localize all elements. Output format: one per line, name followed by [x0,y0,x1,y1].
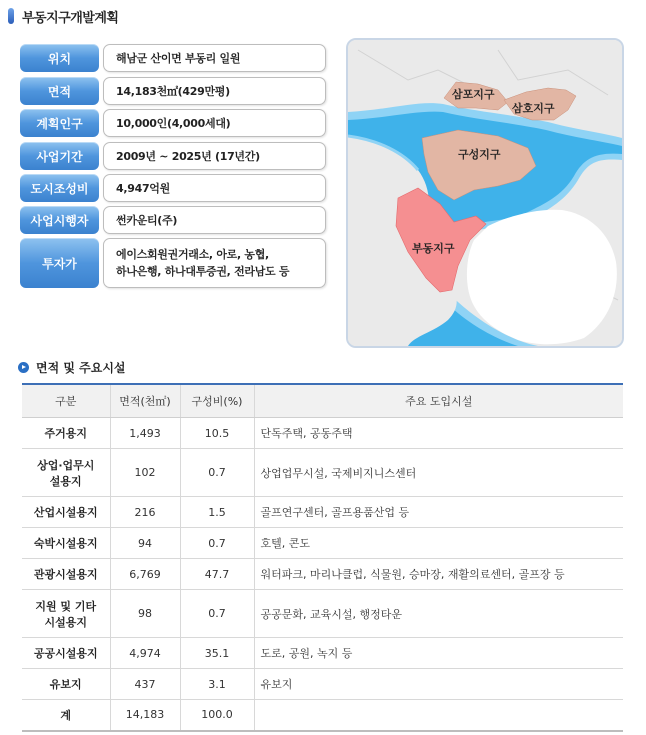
area-cell: 437 [110,669,180,700]
column-header: 구성비(%) [180,384,254,418]
district-map [346,38,624,348]
facilities-cell: 단독주택, 공동주택 [254,418,623,449]
info-row-developer [20,206,326,234]
category-cell: 유보지 [22,669,110,700]
info-label: 위치 [20,44,99,72]
map-label-sampo: 삼포지구 [452,88,495,101]
info-row-area [20,77,326,105]
table-row [22,449,623,497]
ratio-cell: 0.7 [180,590,254,638]
area-cell: 14,183 [110,700,180,731]
info-row-cost [20,174,326,202]
info-row-period [20,142,326,170]
category-line: 시설용지 [44,615,87,629]
map-label-guseong: 구성지구 [458,148,501,161]
table-row-total [22,700,623,731]
title-bullet-icon [8,8,14,24]
area-cell: 102 [110,449,180,497]
page-title [8,6,118,26]
facilities-cell: 공공문화, 교육시설, 행정타운 [254,590,623,638]
ratio-cell: 1.5 [180,497,254,528]
arrow-bullet-icon [18,362,29,373]
area-cell: 1,493 [110,418,180,449]
category-line: 설용지 [49,474,82,488]
facilities-cell: 골프연구센터, 골프용품산업 등 [254,497,623,528]
info-row-location [20,44,326,72]
table-header-row [22,384,623,418]
info-label: 사업시행자 [20,206,99,234]
facilities-cell: 유보지 [254,669,623,700]
category-cell: 주거용지 [22,418,110,449]
info-value-line: 하나은행, 하나대투증권, 전라남도 등 [116,265,290,278]
info-value [103,238,326,288]
area-cell: 6,769 [110,559,180,590]
ratio-cell: 100.0 [180,700,254,731]
table-row [22,669,623,700]
facilities-cell: 상업업무시설, 국제비지니스센터 [254,449,623,497]
table-row [22,497,623,528]
table-row [22,590,623,638]
map-canvas [348,40,622,346]
ratio-cell: 0.7 [180,528,254,559]
info-label: 투자가 [20,238,99,288]
info-value: 14,183천㎡(429만평) [103,77,326,105]
info-label: 도시조성비 [20,174,99,202]
section-title [18,358,126,376]
column-header: 면적(천㎡) [110,384,180,418]
info-label: 면적 [20,77,99,105]
category-cell [22,449,110,497]
ratio-cell: 0.7 [180,449,254,497]
category-cell: 산업시설용지 [22,497,110,528]
section-title-text: 면적 및 주요시설 [36,360,126,375]
table-row [22,559,623,590]
category-line: 지원 및 기타 [35,599,97,613]
ratio-cell: 3.1 [180,669,254,700]
table-row [22,418,623,449]
map-label-budong: 부동지구 [412,242,455,255]
category-cell: 숙박시설용지 [22,528,110,559]
info-label: 계획인구 [20,109,99,137]
info-value: 2009년 ~ 2025년 (17년간) [103,142,326,170]
column-header: 구분 [22,384,110,418]
facilities-cell: 호텔, 콘도 [254,528,623,559]
area-cell: 4,974 [110,638,180,669]
info-value: 해남군 산이면 부동리 일원 [103,44,326,72]
info-value: 10,000인(4,000세대) [103,109,326,137]
category-line: 상업·업무시 [37,458,95,472]
column-header: 주요 도입시설 [254,384,623,418]
ratio-cell: 10.5 [180,418,254,449]
facilities-cell [254,700,623,731]
category-cell: 계 [22,700,110,731]
info-row-investors [20,238,326,288]
category-cell [22,590,110,638]
area-cell: 98 [110,590,180,638]
info-value-line: 에이스회원권거래소, 아로, 농협, [116,248,269,261]
ratio-cell: 35.1 [180,638,254,669]
facilities-cell: 워터파크, 마리나클럽, 식물원, 승마장, 재활의료센터, 골프장 등 [254,559,623,590]
table-row [22,638,623,669]
info-label: 사업기간 [20,142,99,170]
area-cell: 216 [110,497,180,528]
category-cell: 관광시설용지 [22,559,110,590]
table-row [22,528,623,559]
info-value: 썬카운티(주) [103,206,326,234]
area-cell: 94 [110,528,180,559]
info-value: 4,947억원 [103,174,326,202]
page-title-text: 부동지구개발계획 [22,10,119,26]
info-row-population [20,109,326,137]
facilities-table [22,383,623,732]
facilities-cell: 도로, 공원, 녹지 등 [254,638,623,669]
ratio-cell: 47.7 [180,559,254,590]
map-label-samho: 삼호지구 [512,102,555,115]
category-cell: 공공시설용지 [22,638,110,669]
